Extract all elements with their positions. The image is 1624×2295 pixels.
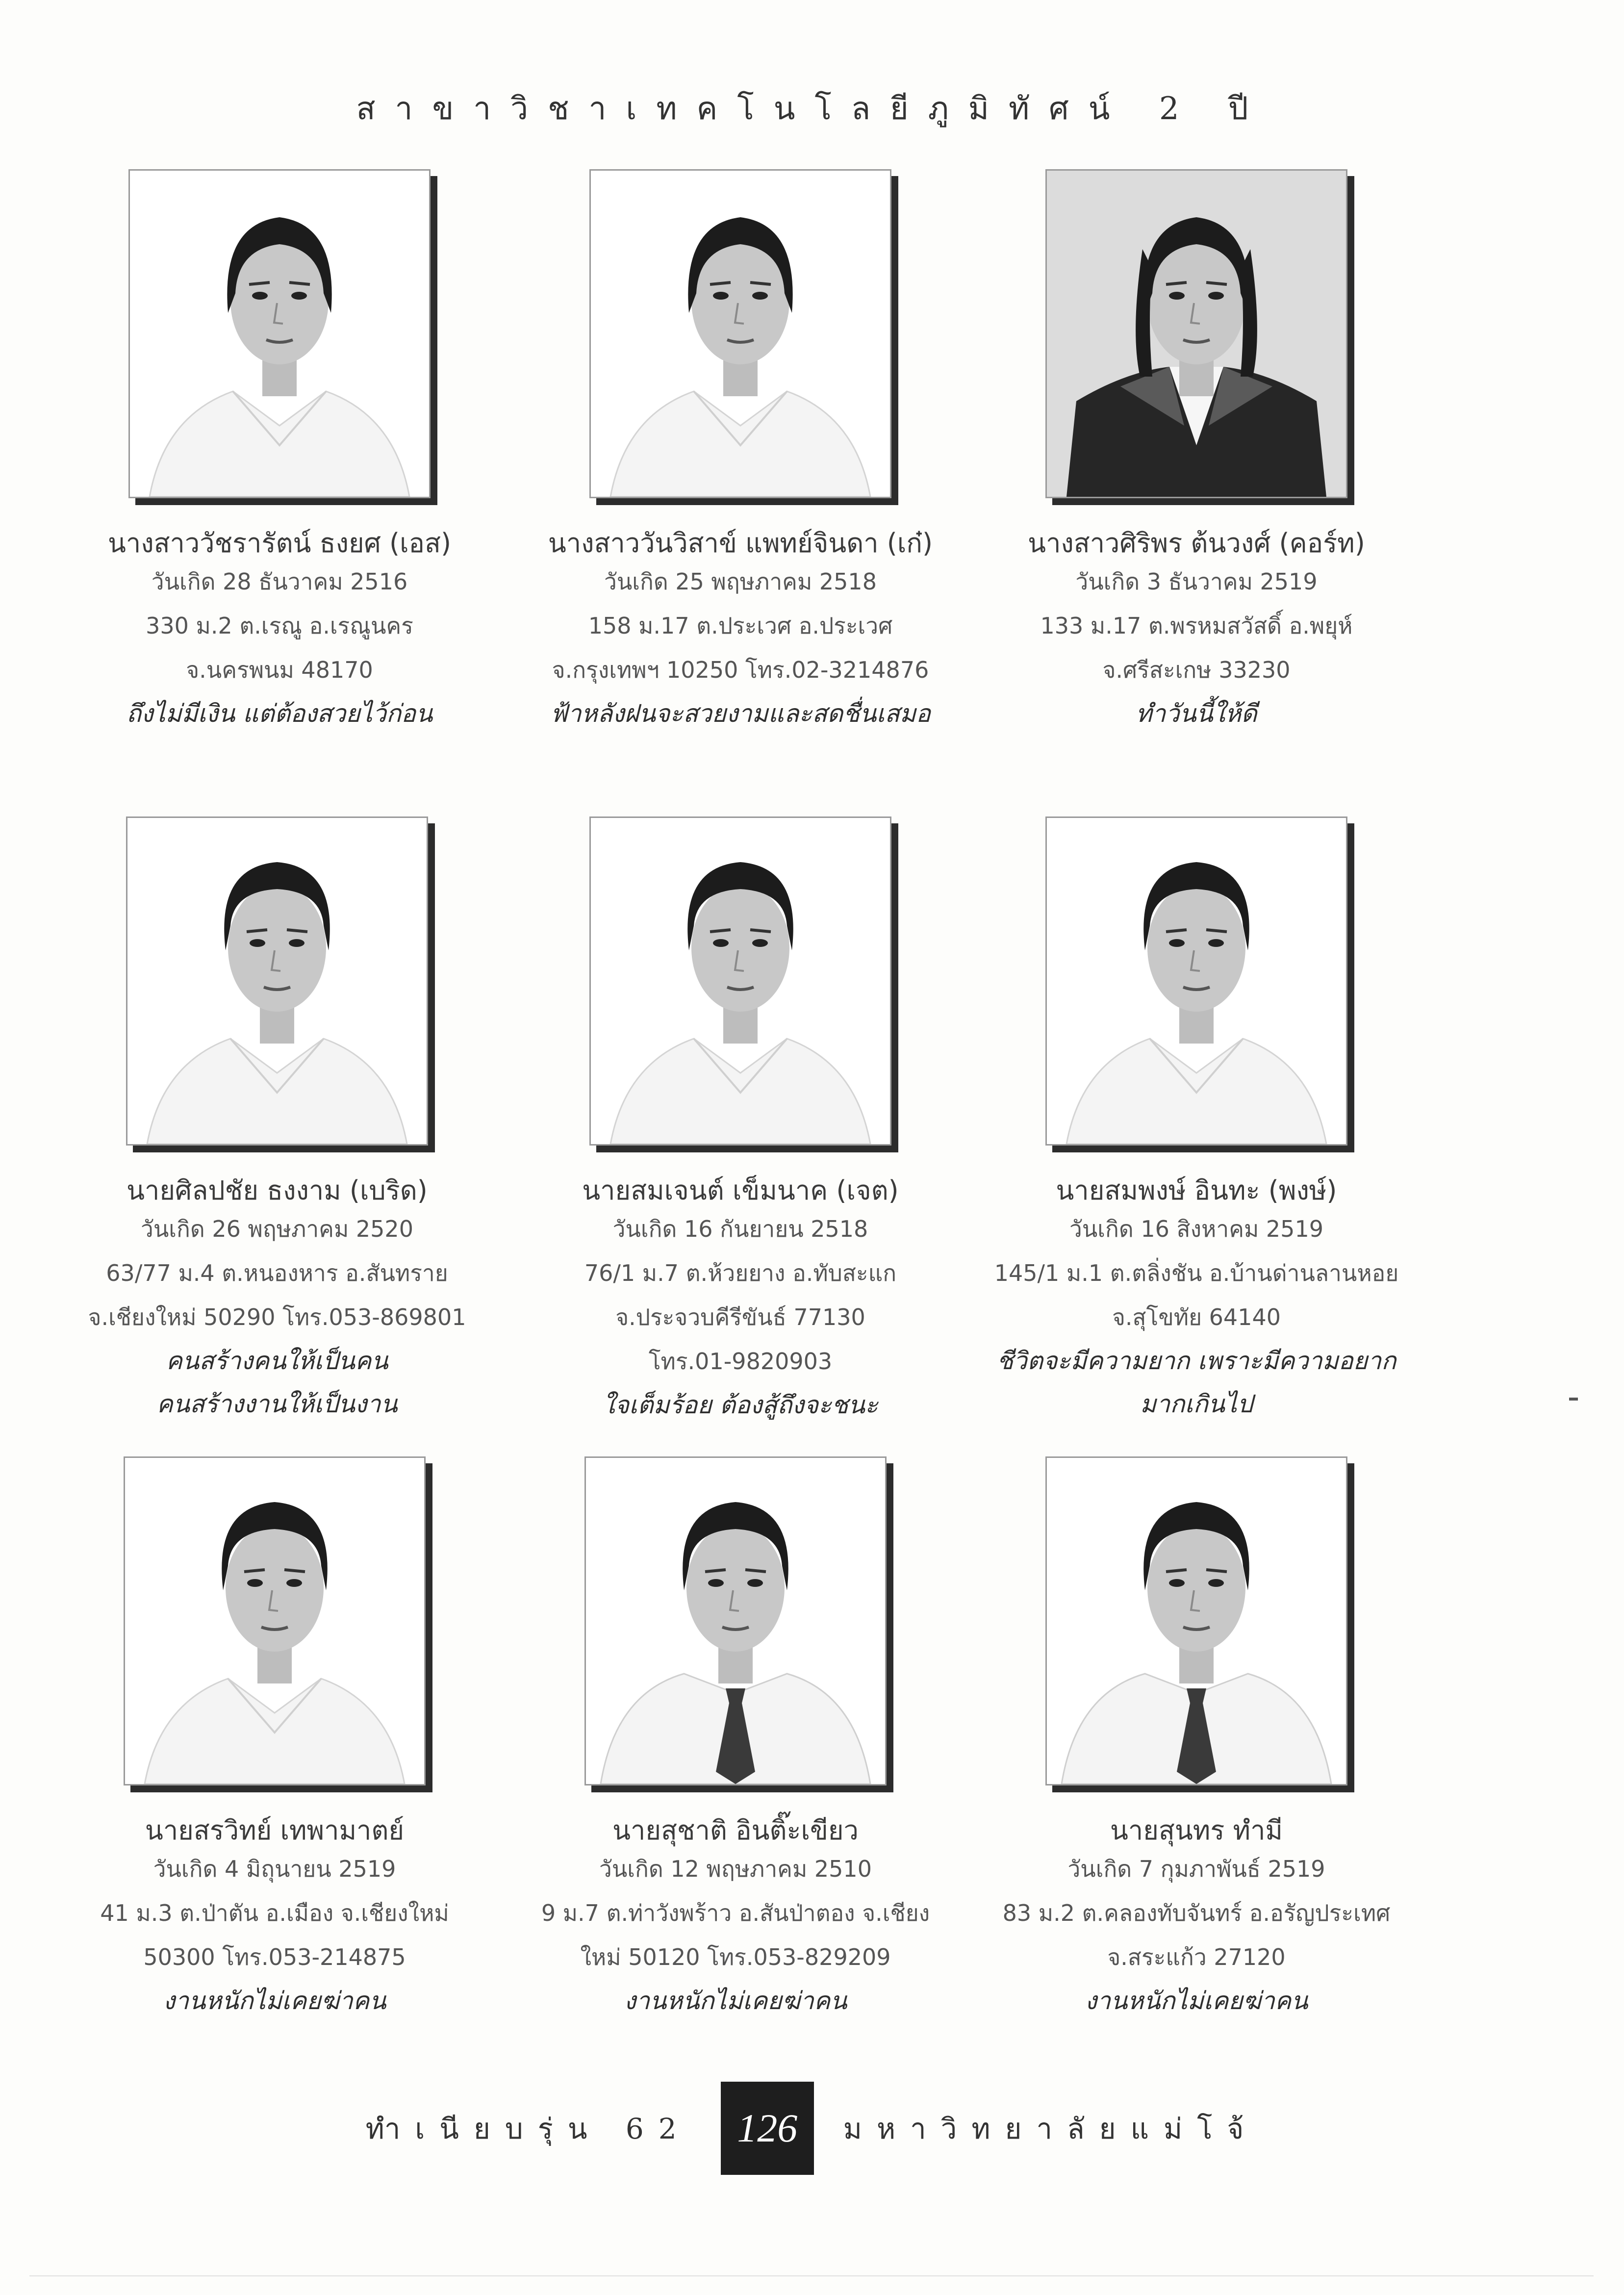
student-card [961, 816, 1432, 1426]
student-motto: งานหนักไม่เคยฆ่าคน [624, 1986, 847, 2015]
student-name: นางสาวศิริพร ต้นวงศ์ (คอร์ท) [1028, 528, 1365, 559]
student-address-line: จ.สุโขทัย 64140 [1112, 1303, 1281, 1330]
student-name: นายศิลปชัย ธงงาม (เบริด) [127, 1175, 428, 1206]
student-card [39, 1456, 510, 2022]
student-address-line: 330 ม.2 ต.เรณู อ.เรณูนคร [146, 612, 413, 639]
student-birthdate: วันเกิด 16 สิงหาคม 2519 [1069, 1215, 1323, 1242]
student-address-line: 83 ม.2 ต.คลองทับจันทร์ อ.อรัญประเทศ [1002, 1899, 1391, 1926]
student-address-line: จ.นครพนม 48170 [186, 656, 373, 683]
student-motto: ฟ้าหลังฝนจะสวยงามและสดชื่นเสมอ [550, 699, 931, 728]
student-photo [124, 1456, 426, 1785]
student-card [44, 169, 515, 735]
student-photo [128, 169, 431, 498]
student-motto: มากเกินไป [1140, 1389, 1253, 1418]
student-card [961, 169, 1432, 735]
student-birthdate: วันเกิด 26 พฤษภาคม 2520 [141, 1215, 413, 1242]
student-birthdate: วันเกิด 28 ธันวาคม 2516 [151, 568, 408, 595]
student-address-line: ใหม่ 50120 โทร.053-829209 [580, 1943, 891, 1970]
student-birthdate: วันเกิด 4 มิถุนายน 2519 [153, 1855, 396, 1882]
student-address-line: 63/77 ม.4 ต.หนองหาร อ.สันทราย [106, 1259, 448, 1286]
student-address-line: 133 ม.17 ต.พรหมสวัสดิ์ อ.พยุห์ [1040, 612, 1353, 639]
student-birthdate: วันเกิด 7 กุมภาพันธ์ 2519 [1067, 1855, 1325, 1882]
student-name: นางสาววันวิสาข์ แพทย์จินดา (เก๋) [548, 528, 933, 559]
student-motto: คนสร้างคนให้เป็นคน [166, 1346, 388, 1375]
scan-edge-line [29, 2275, 1594, 2276]
student-motto: งานหนักไม่เคยฆ่าคน [163, 1986, 386, 2015]
student-motto: ทำวันนี้ให้ดี [1136, 699, 1257, 728]
student-motto: ถึงไม่มีเงิน แต่ต้องสวยไว้ก่อน [126, 699, 433, 728]
student-motto: คนสร้างงานให้เป็นงาน [156, 1389, 398, 1418]
student-birthdate: วันเกิด 16 กันยายน 2518 [612, 1215, 868, 1242]
footer-yearbook-label: ทำเนียบรุ่น 62 [365, 2112, 691, 2145]
page-footer [0, 2082, 1624, 2175]
student-photo [1045, 1456, 1347, 1785]
student-photo [584, 1456, 887, 1785]
student-address-line: จ.เชียงใหม่ 50290 โทร.053-869801 [88, 1303, 466, 1330]
student-address-line: จ.ประจวบคีรีขันธ์ 77130 [615, 1303, 865, 1330]
stray-mark [1569, 1398, 1578, 1401]
student-birthdate: วันเกิด 12 พฤษภาคม 2510 [599, 1855, 872, 1882]
footer-university-label: มหาวิทยาลัยแม่โจ้ [843, 2112, 1259, 2145]
student-address-line: 76/1 ม.7 ต.ห้วยยาง อ.ทับสะแก [584, 1259, 897, 1286]
student-name: นายสมเจนต์ เข็มนาค (เจต) [582, 1175, 899, 1206]
student-name: นายสมพงษ์ อินทะ (พงษ์) [1056, 1175, 1337, 1206]
student-address-line: 50300 โทร.053-214875 [143, 1943, 406, 1970]
student-photo [589, 169, 891, 498]
student-card [42, 816, 512, 1426]
student-card [961, 1456, 1432, 2022]
student-address-line: 9 ม.7 ต.ท่าวังพร้าว อ.สันป่าตอง จ.เชียง [541, 1899, 930, 1926]
student-address-line: 41 ม.3 ต.ป่าตัน อ.เมือง จ.เชียงใหม่ [100, 1899, 449, 1926]
student-address-line: จ.กรุงเทพฯ 10250 โทร.02-3214876 [552, 656, 929, 683]
student-card [505, 816, 976, 1427]
student-name: นายสุชาติ อินติ๊ะเขียว [612, 1815, 859, 1846]
student-name: นายสุนทร ทำมี [1110, 1815, 1283, 1846]
student-address-line: จ.ศรีสะเกษ 33230 [1102, 656, 1291, 683]
student-address-line: จ.สระแก้ว 27120 [1107, 1943, 1286, 1970]
student-motto: งานหนักไม่เคยฆ่าคน [1085, 1986, 1308, 2015]
student-photo [1045, 816, 1347, 1146]
student-name: นางสาววัชรารัตน์ ธงยศ (เอส) [107, 528, 452, 559]
student-motto: ใจเต็มร้อย ต้องสู้ถึงจะชนะ [603, 1390, 878, 1419]
student-photo [1045, 169, 1347, 498]
student-motto: ชีวิตจะมีความยาก เพราะมีความอยาก [996, 1346, 1396, 1375]
student-photo [589, 816, 891, 1146]
student-birthdate: วันเกิด 3 ธันวาคม 2519 [1075, 568, 1318, 595]
page-number: 126 [721, 2082, 814, 2175]
student-photo [126, 816, 428, 1146]
student-address-line: 145/1 ม.1 ต.ตลิ่งชัน อ.บ้านด่านลานหอย [994, 1259, 1399, 1286]
student-address-line: 158 ม.17 ต.ประเวศ อ.ประเวศ [588, 612, 893, 639]
student-birthdate: วันเกิด 25 พฤษภาคม 2518 [604, 568, 877, 595]
student-card [500, 1456, 971, 2022]
student-card [505, 169, 976, 735]
page-title: สาขาวิชาเทคโนโลยีภูมิทัศน์ 2 ปี [356, 91, 1268, 127]
student-name: นายสรวิทย์ เทพามาตย์ [145, 1815, 405, 1846]
student-address-line: โทร.01-9820903 [648, 1348, 833, 1375]
